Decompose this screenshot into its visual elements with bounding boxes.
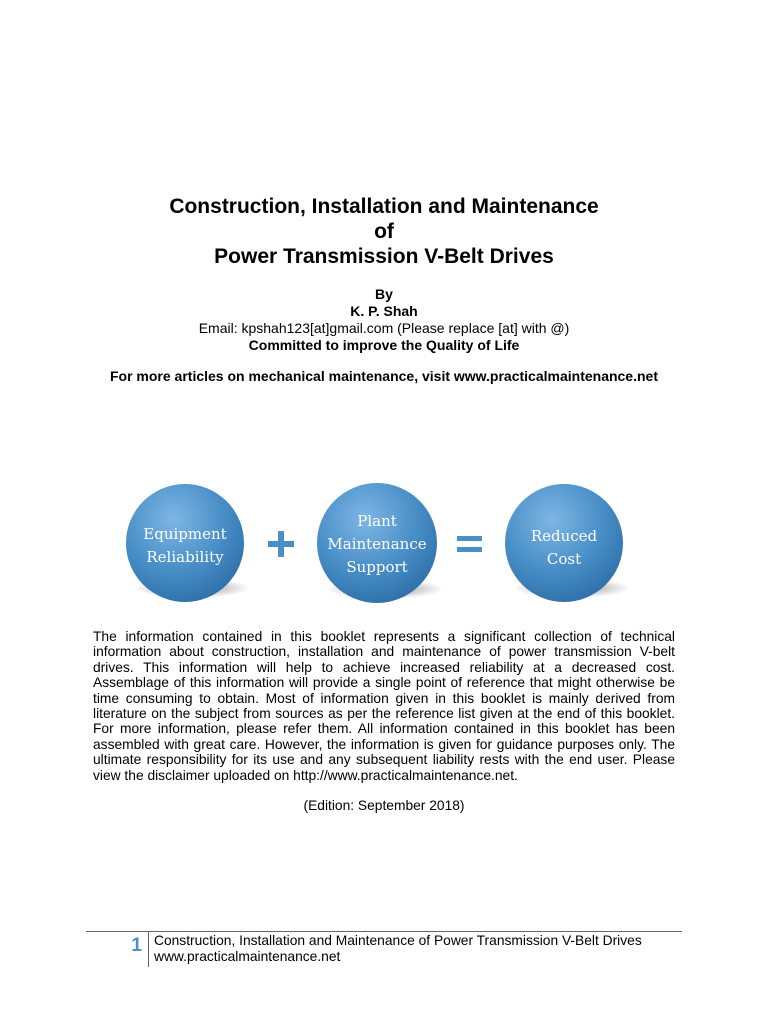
bubble-equipment-reliability [126,484,250,602]
page-number: 1 [131,935,142,956]
author-name: K. P. Shah [350,303,418,319]
bubble2-line2: Maintenance [327,535,427,553]
edition-note: (Edition: September 2018) [303,798,465,813]
visit-line: For more articles on mechanical maintenance, visit www.practicalmaintenance.net [109,368,658,384]
equation-graphic [100,470,660,620]
footer-url: www.practicalmaintenance.net [154,949,341,964]
title-line-1: Construction, Installation and Maintenance [169,195,599,218]
footer [154,933,642,965]
bubble2-line1: Plant [357,512,397,530]
title-line-3: Power Transmission V-Belt Drives [214,245,554,268]
byline-by: By [375,286,393,302]
bubble-plant-maintenance-support [317,483,443,603]
intro-paragraph: The information contained in this booklet represents a significant collection of technical information about construction, installation and maintenance of power transmission V-belt drives. This information will help to achieve increased reliability at a decreased cost. Assemblage of this information will provide a single point of reference that might otherwise be time consuming to obtain. Most of information given in this booklet is mainly derived from literature on the subject from sources as per the reference list given at the end of this booklet. For more information, please refer them. All information contained in this booklet has been assembled with great care. However, the information is given for guidance purposes only. The ultimate responsibility for its use and any subsequent liability rests with the end user. Please view the disclaimer uploaded on http://www.practicalmaintenance.net. [93,629,675,783]
footer-divider [86,931,682,932]
bubble-reduced-cost [505,484,630,602]
title-line-2: of [374,220,394,243]
footer-vertical-divider [148,931,149,967]
equals-icon [457,536,482,552]
author-email: Email: kpshah123[at]gmail.com (Please replace [at] with @) [198,320,570,336]
bubble1-line2: Reliability [146,548,224,566]
tagline: Committed to improve the Quality of Life [248,337,520,353]
byline [0,286,768,354]
footer-title: Construction, Installation and Maintenance of Power Transmission V-Belt Drives [154,933,642,948]
bubble3-line1: Reduced [530,527,598,545]
bubble1-line1: Equipment [143,525,227,543]
bubble2-line3: Support [346,558,408,576]
bubble3-line2: Cost [546,550,582,568]
plus-icon [268,531,294,557]
document-title [0,194,768,269]
